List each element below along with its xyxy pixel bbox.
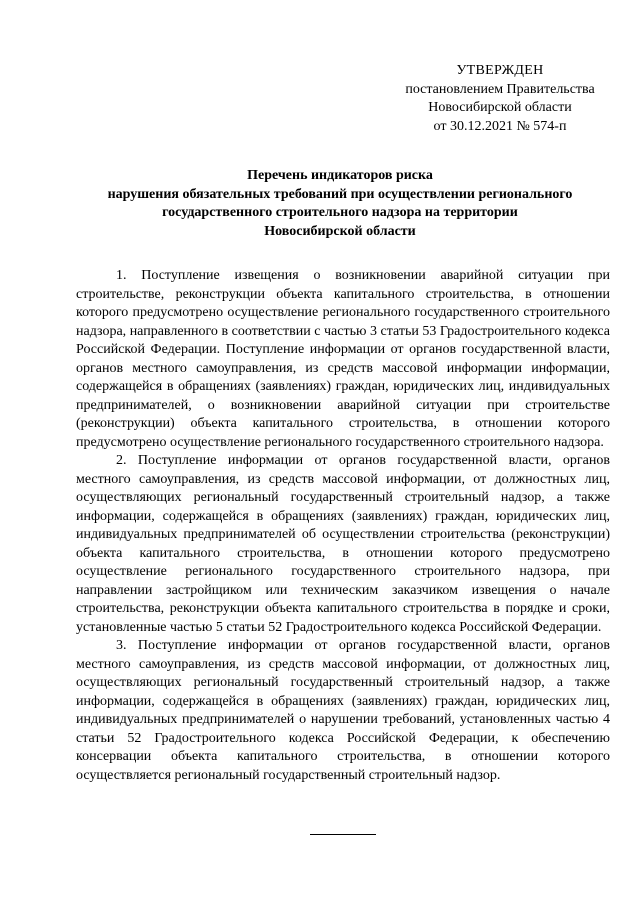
- document-title: [70, 167, 610, 241]
- list-item-3: 3. Поступление информации от органов государственной власти, органов местного самоуправления, из средств массовой информации, от должностных лиц, осуществляющих региональный государственный строительный надзор, а также информации, содержащейся в обращениях (заявлениях) граждан, юридических лиц, индивидуальных предпринимателей о нарушении требований, установленных частью 4 статьи 52 Градостроительного кодекса Российской Федерации, к обеспечению консервации объекта капитального строительства, в отношении которого осуществляется региональный государственный строительный надзор.: [76, 638, 610, 783]
- footer-divider: [310, 834, 376, 835]
- approval-heading: УТВЕРЖДЕН: [456, 63, 544, 78]
- approval-date-number: от 30.12.2021 № 574-п: [433, 118, 567, 134]
- title-line-1: Перечень индикаторов риска: [247, 168, 433, 183]
- title-line-2: нарушения обязательных требований при осуществлении регионального: [107, 186, 573, 202]
- list-item-2: 2. Поступление информации от органов государственной власти, органов местного самоуправления, из средств массовой информации, от должностных лиц, осуществляющих региональный государственный строительный надзор, а также информации, содержащейся в обращениях (заявлениях) граждан, юридических лиц, индивидуальных предпринимателей об осуществлении строительства (реконструкции) объекта капитального строительства, в отношении которого предусмотрено осуществление регионального государственного строительного надзора, при направлении застройщиком или техническим заказчиком извещения о начале строительства, реконструкции объекта капитального строительства в порядке и сроки, установленные частью 5 статьи 52 Градостроительного кодекса Российской Федерации.: [76, 453, 610, 635]
- title-line-4: Новосибирской области: [264, 223, 416, 239]
- approval-region: Новосибирской области: [428, 100, 572, 115]
- approval-block: [390, 62, 610, 136]
- list-item-1: 1. Поступление извещения о возникновении аварийной ситуации при строительстве, реконструкции объекта капитального строительства, в отношении которого предусмотрено осуществление регионального государственного строительного надзора, направленного в соответствии с частью 3 статьи 53 Градостроительного кодекса Российской Федерации. Поступление информации от органов государственной власти, органов местного самоуправления, из средств массовой информации информации, содержащейся в обращениях (заявлениях) граждан, юридических лиц, индивидуальных предпринимателей, о возникновении аварийной ситуации при строительстве (реконструкции) объекта капитального строительства, в отношении которого предусмотрено осуществление регионального государственного строительного надзора.: [76, 268, 610, 450]
- approval-by: постановлением Правительства: [405, 81, 595, 97]
- document-body: [76, 267, 610, 785]
- title-line-3: государственного строительного надзора на территории: [162, 205, 518, 220]
